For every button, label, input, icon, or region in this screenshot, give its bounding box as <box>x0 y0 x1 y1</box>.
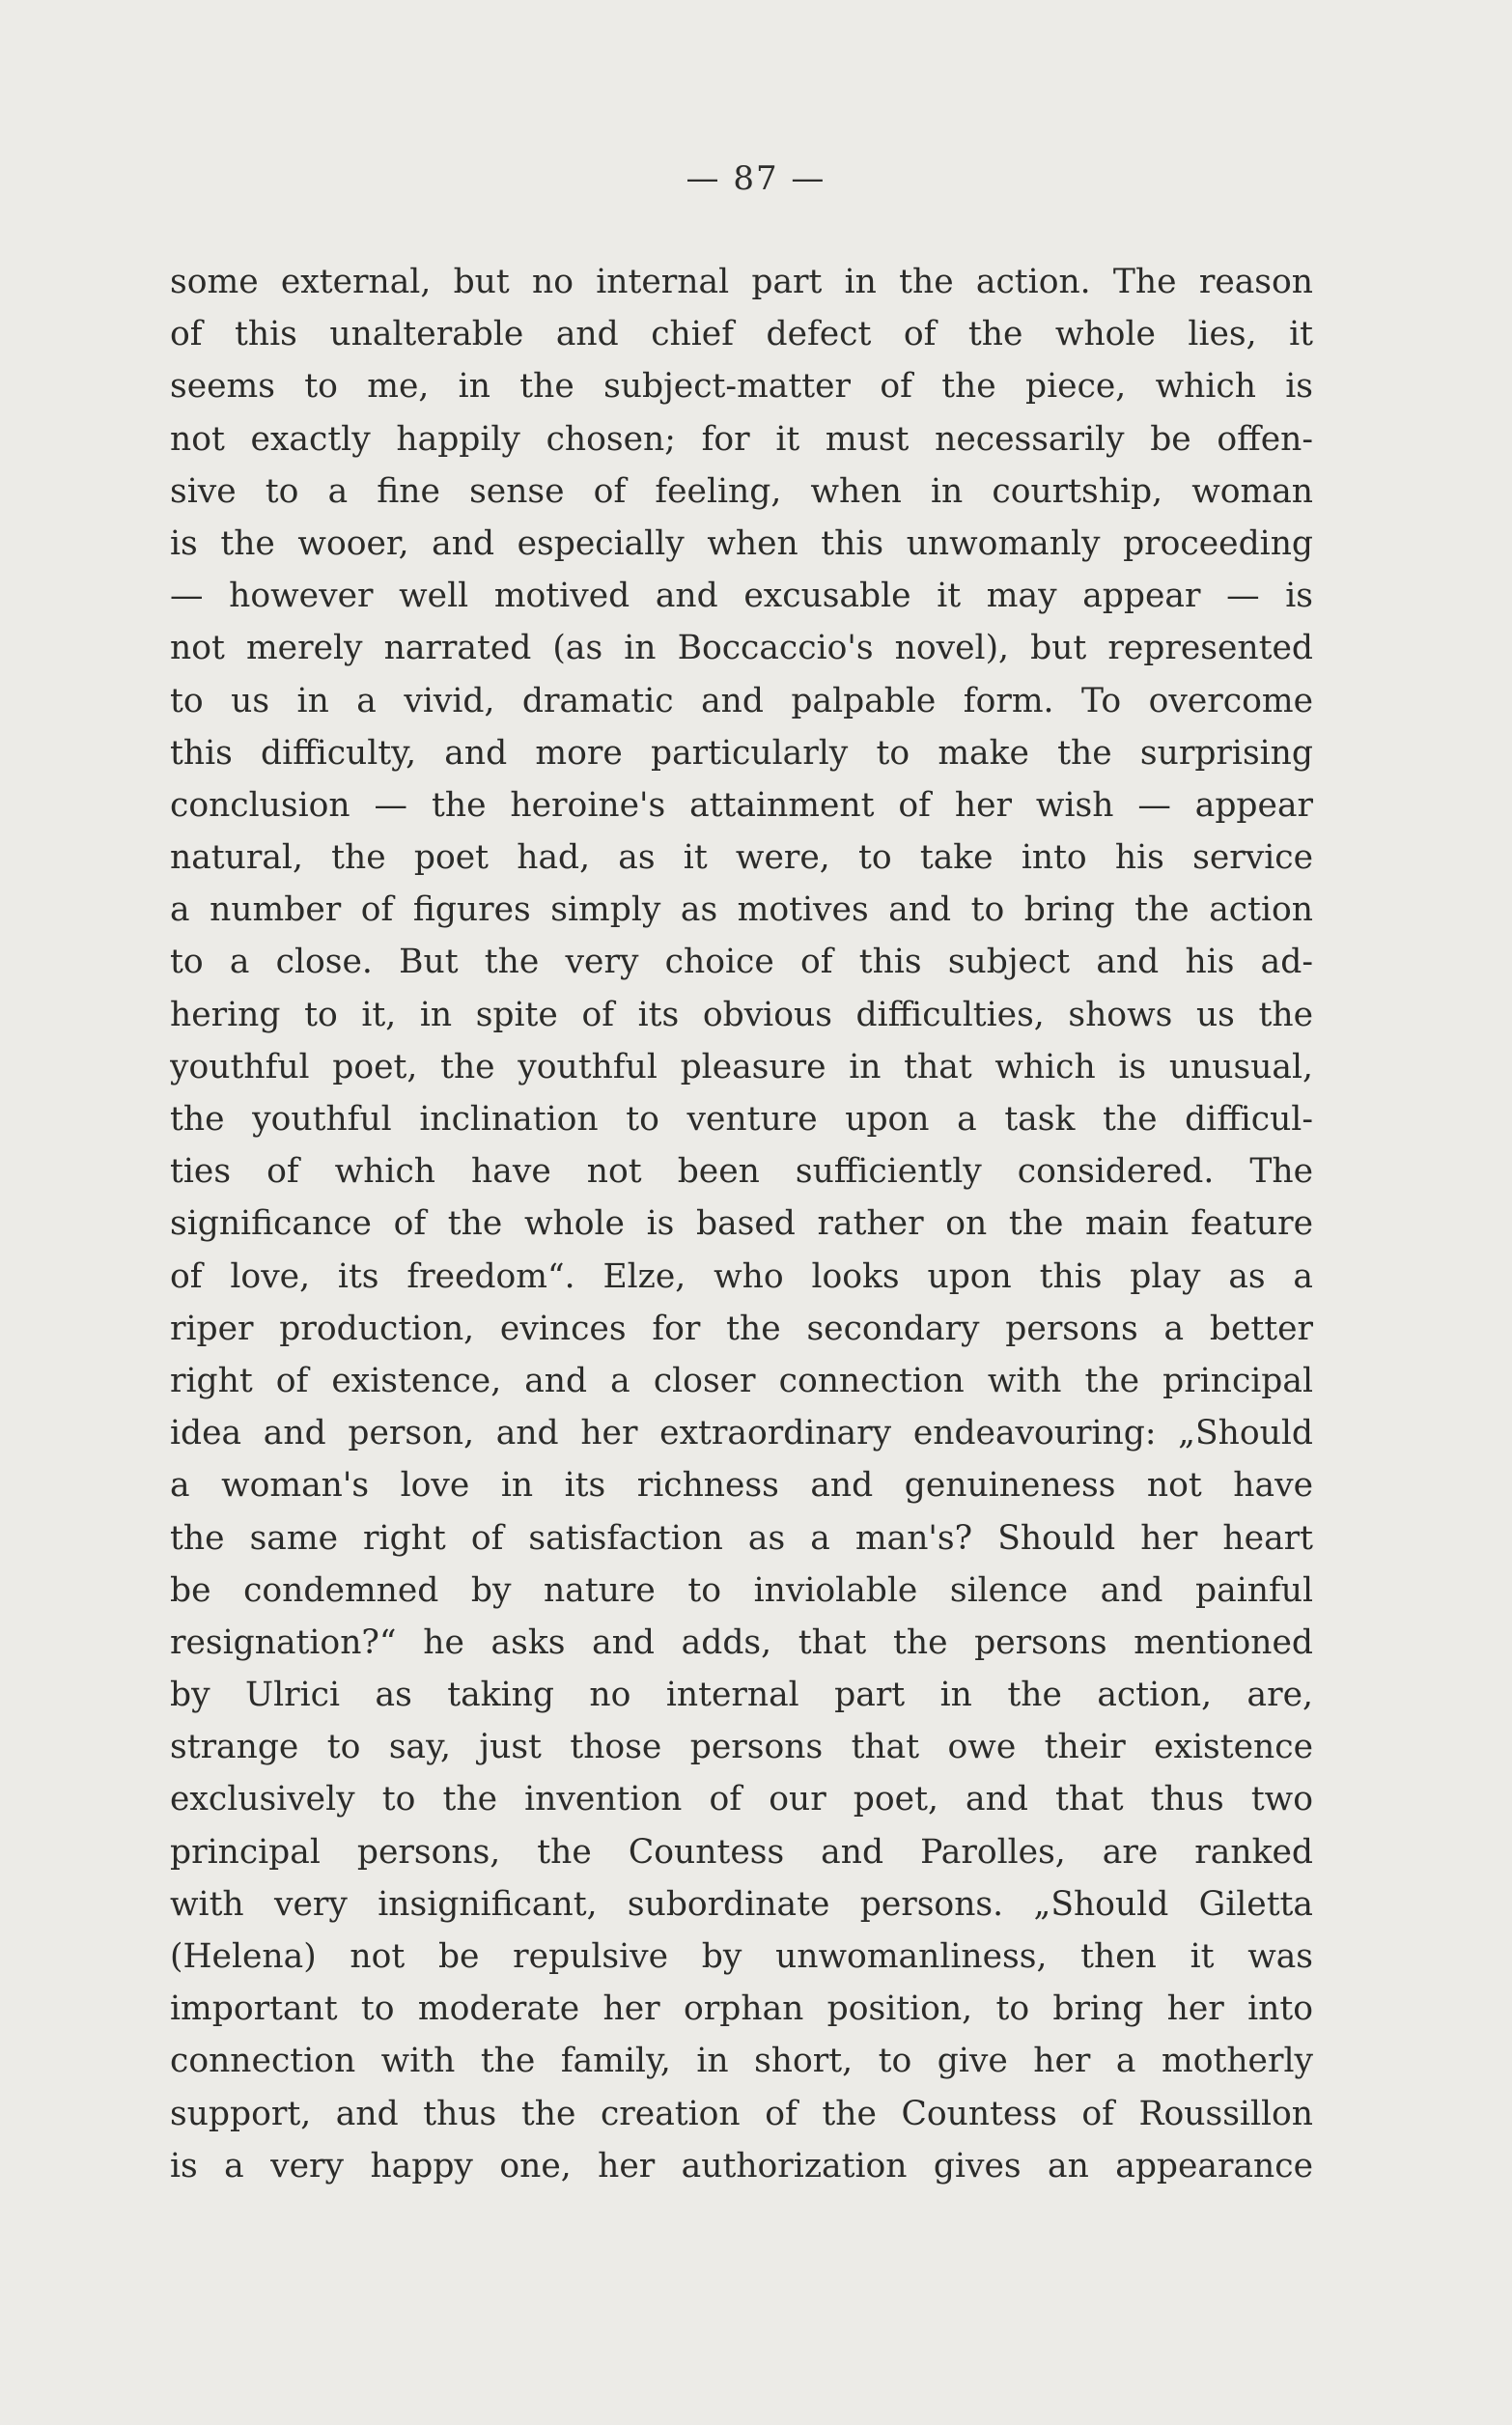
text-line: some external, but no internal part in the action. The reason <box>170 263 1313 301</box>
text-line: exclusively to the invention of our poet, and that thus two <box>170 1780 1313 1819</box>
text-line: of love, its freedom“. Elze, who looks upon this play as a <box>170 1256 1313 1296</box>
text-line: riper production, evinces for the secondary persons a better <box>170 1309 1313 1348</box>
text-line: ties of which have not been sufficiently considered. The <box>170 1152 1313 1192</box>
text-line: strange to say, just those persons that owe their existence <box>170 1728 1313 1767</box>
text-line: support, and thus the creation of the Countess of Roussillon <box>170 2094 1313 2133</box>
text-line: of this unalterable and chief defect of the whole lies, it <box>170 315 1313 354</box>
text-line: connection with the family, in short, to give her a motherly <box>170 2042 1313 2081</box>
text-line: is the wooer, and especially when this unwomanly proceeding <box>170 523 1313 563</box>
text-line: the youthful inclination to venture upon a task the difficul- <box>170 1100 1313 1139</box>
text-line: the same right of satisfaction as a man's? Should her heart <box>170 1518 1313 1558</box>
text-line: principal persons, the Countess and Parolles, are ranked <box>170 1832 1313 1872</box>
text-line: sive to a fine sense of feeling, when in courtship, woman <box>170 471 1313 511</box>
text-line: youthful poet, the youthful pleasure in that which is unusual, <box>170 1047 1313 1086</box>
text-line: to a close. But the very choice of this subject and his ad- <box>170 943 1313 982</box>
text-line: is a very happy one, her authorization gives an appearance <box>170 2146 1313 2185</box>
text-line: be condemned by nature to inviolable silence and painful <box>170 1570 1313 1610</box>
text-line: a woman's love in its richness and genuineness not have <box>170 1466 1313 1506</box>
text-line: this difficulty, and more particularly to make the surprising <box>170 733 1313 773</box>
text-line: a number of figures simply as motives and to bring the action <box>170 890 1313 930</box>
text-line: resignation?“ he asks and adds, that the persons mentioned <box>170 1622 1313 1662</box>
text-line: — however well motived and excusable it may appear — is <box>170 577 1313 616</box>
text-line: with very insignificant, subordinate persons. „Should Giletta <box>170 1884 1313 1924</box>
text-line: not exactly happily chosen; for it must necessarily be offen- <box>170 419 1313 459</box>
text-line: significance of the whole is based rather on the main feature <box>170 1204 1313 1244</box>
page-number: — 87 — <box>686 159 826 198</box>
text-line: to us in a vivid, dramatic and palpable form. To overcome <box>170 681 1313 720</box>
text-line: not merely narrated (as in Boccaccio's novel), but represented <box>170 629 1313 668</box>
text-line: by Ulrici as taking no internal part in the action, are, <box>170 1676 1313 1715</box>
text-line: (Helena) not be repulsive by unwomanliness, then it was <box>170 1937 1313 1976</box>
text-line: right of existence, and a closer connection with the principal <box>170 1361 1313 1400</box>
text-line: seems to me, in the subject-matter of the piece, which is <box>170 367 1313 407</box>
text-line: idea and person, and her extraordinary endeavouring: „Should <box>170 1414 1313 1453</box>
text-line: conclusion — the heroine's attainment of her wish — appear <box>170 785 1313 825</box>
text-line: natural, the poet had, as it were, to take into his service <box>170 838 1313 878</box>
body-text <box>170 256 1313 2192</box>
text-line: hering to it, in spite of its obvious difficulties, shows us the <box>170 995 1313 1034</box>
text-line: important to moderate her orphan position, to bring her into <box>170 1989 1313 2029</box>
